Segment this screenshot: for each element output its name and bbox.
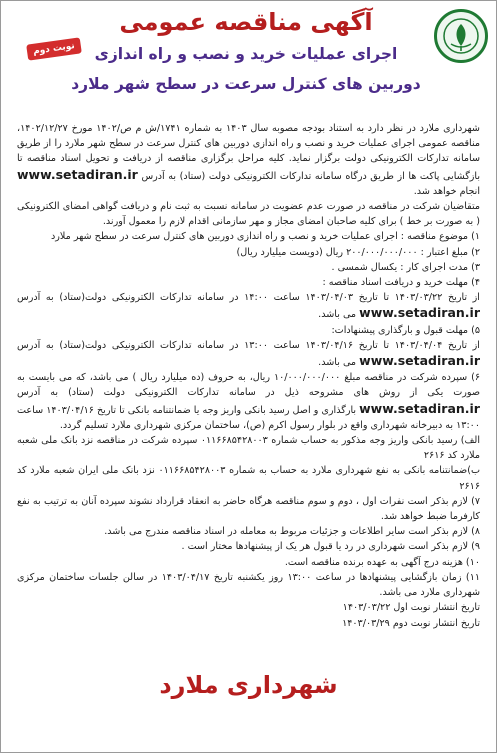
item-bid-deadline-title: ۵) مهلت قبول و بارگذاری پیشنهادات: <box>331 324 480 336</box>
deposit-text-2: بارگذاری و اصل رسید بانکی واریز وجه یا ضمانتنامه بانکی تا تاریخ ۱۴۰۳/۰۴/۱۶ ساعت ۱۳:۰۰ به دبیرخانه شهرداری واقع در بلوار رسول اکرم (ص)، ساختمان مرکزی شهرداری ملارد تسلیم گردد. <box>17 404 480 431</box>
item-bid-deadline <box>17 338 480 370</box>
bid-deadline-tail: می باشد. <box>318 357 357 369</box>
notice-header <box>1 1 496 119</box>
intro-paragraph <box>17 121 480 199</box>
municipality-logo <box>434 9 488 63</box>
deposit-text-1: ۶) سپرده شرکت در مناقصه مبلغ ۱۰/۰۰۰/۰۰۰/۰۰۰ ریال، به حروف (ده میلیارد ریال ) می باشد، که می بایست به صورت یکی از روش های مشروحه ذیل در سامانه تدارکات الکترونیکی دولت (ستاد) به آدرس <box>17 372 480 399</box>
deposit-option-b: ب)ضمانتنامه بانکی به نفع شهرداری ملارد به حساب به شماره ۰۱۱۶۶۸۵۴۲۸۰۰۳ نزد بانک ملی ایران شعبه ملارد کد ۲۶۱۶ <box>17 465 480 492</box>
round-badge: نوبت دوم <box>26 37 82 60</box>
website-link[interactable]: www.setadiran.ir <box>359 353 480 369</box>
item-rights: ۹) لازم بذکر است شهرداری در رد یا قبول هر یک از پیشنهادها مختار است . <box>181 541 480 553</box>
item-document-deadline-title: ۴) مهلت خرید و دریافت اسناد مناقصه : <box>322 277 480 289</box>
eligibility-paragraph: متقاضیان شرکت در مناقصه در صورت عدم عضویت در سامانه نسبت به ثبت نام و دریافت گواهی امضای الکترونیکی ( به صورت بر خط ) برای کلیه صاحبان امضای مجاز و مهر سازمانی اقدام لازم را معمول آورند. <box>17 201 480 228</box>
item-duration: ۳) مدت اجرای کار : یکسال شمسی . <box>331 261 480 273</box>
item-deposit <box>17 370 480 433</box>
website-link[interactable]: www.setadiran.ir <box>359 305 480 321</box>
document-deadline-text: از تاریخ ۱۴۰۳/۰۳/۲۲ تا تاریخ ۱۴۰۳/۰۴/۰۳ ساعت ۱۴:۰۰ در سامانه تدارکات الکترونیکی دولت(ستاد) به آدرس <box>17 292 480 304</box>
notice-body <box>17 121 480 631</box>
item-ad-cost: ۱۰) هزینه درج آگهی به عهده برنده مناقصه است. <box>284 556 480 568</box>
website-link[interactable]: www.setadiran.ir <box>17 166 138 182</box>
website-link[interactable]: www.setadiran.ir <box>359 400 480 416</box>
deposit-option-a: الف) رسید بانکی واریز وجه مذکور به حساب شماره ۰۱۱۶۶۸۵۴۲۸۰۰۳ سپرده شرکت در مناقصه نزد بانک ملی شعبه ملارد کد ۲۶۱۶ <box>17 435 480 462</box>
item-details: ۸) لازم بذکر است سایر اطلاعات و جزئیات مربوط به معامله در اسناد مناقصه مندرج می باشد. <box>104 526 480 538</box>
bid-deadline-text: از تاریخ ۱۴۰۳/۰۴/۰۴ تا تاریخ ۱۴۰۳/۰۴/۱۶ ساعت ۱۳:۰۰ در سامانه تدارکات الکترونیکی دولت(ستاد) به آدرس <box>17 339 480 351</box>
emblem-icon <box>441 16 481 56</box>
intro-tail: انجام خواهد شد. <box>413 185 480 197</box>
notice-title: آگهی مناقصه عمومی <box>119 8 373 36</box>
item-subject: ۱) موضوع مناقصه : اجرای عملیات خرید و نصب و راه اندازی دوربین های کنترل سرعت در سطح شهر ملارد <box>51 231 480 243</box>
item-opening: ۱۱) زمان بازگشایی پیشنهادها در ساعت ۱۳:۰۰ روز یکشنبه تاریخ ۱۴۰۳/۰۴/۱۷ در سالن جلسات ساختمان مرکزی شهرداری ملارد می باشد. <box>17 571 480 599</box>
document-deadline-tail: می باشد. <box>318 309 357 321</box>
notice-subtitle-1: اجرای عملیات خرید و نصب و راه اندازی <box>94 45 398 63</box>
item-document-deadline <box>17 290 480 322</box>
intro-text: شهرداری ملارد در نظر دارد به استناد بودجه مصوبه سال ۱۴۰۳ به شماره ۱۷۴۱/ش م ص/۱۴۰۲ مورخ ۱۴۰۲/۱۲/۲۷، مناقصه عمومی اجرای عملیات خرید و نصب و راه اندازی دوربین های کنترل سرعت در سطح شهر ملارد را از طریق سامانه تدارکات الکترونیکی دولت برگزار نماید. کلیه مراحل برگزاری مناقصه از دریافت و تحویل اسناد مناقصه تا بازگشایی پاکت ها از طریق درگاه سامانه تدارکات الکترونیکی دولت (ستاد) به آدرس <box>17 123 480 182</box>
publish-date-2: تاریخ انتشار نوبت دوم ۱۴۰۳/۰۳/۲۹ <box>342 617 480 629</box>
item-forfeit: ۷) لازم بذکر است نفرات اول ، دوم و سوم مناقصه هرگاه حاضر به انعقاد قرارداد نشوند سپرده آنان به ترتیب به نفع کارفرما ضبط خواهد شد. <box>17 495 480 523</box>
item-budget: ۲) مبلغ اعتبار : ۲۰۰/۰۰۰/۰۰۰/۰۰۰ ریال (دویست میلیارد ریال) <box>236 246 480 258</box>
notice-subtitle-2: دوربین های کنترل سرعت در سطح شهر ملارد <box>71 75 421 93</box>
publish-date-1: تاریخ انتشار نوبت اول ۱۴۰۳/۰۳/۲۲ <box>342 602 480 614</box>
issuer-signature: شهرداری ملارد <box>159 671 338 699</box>
